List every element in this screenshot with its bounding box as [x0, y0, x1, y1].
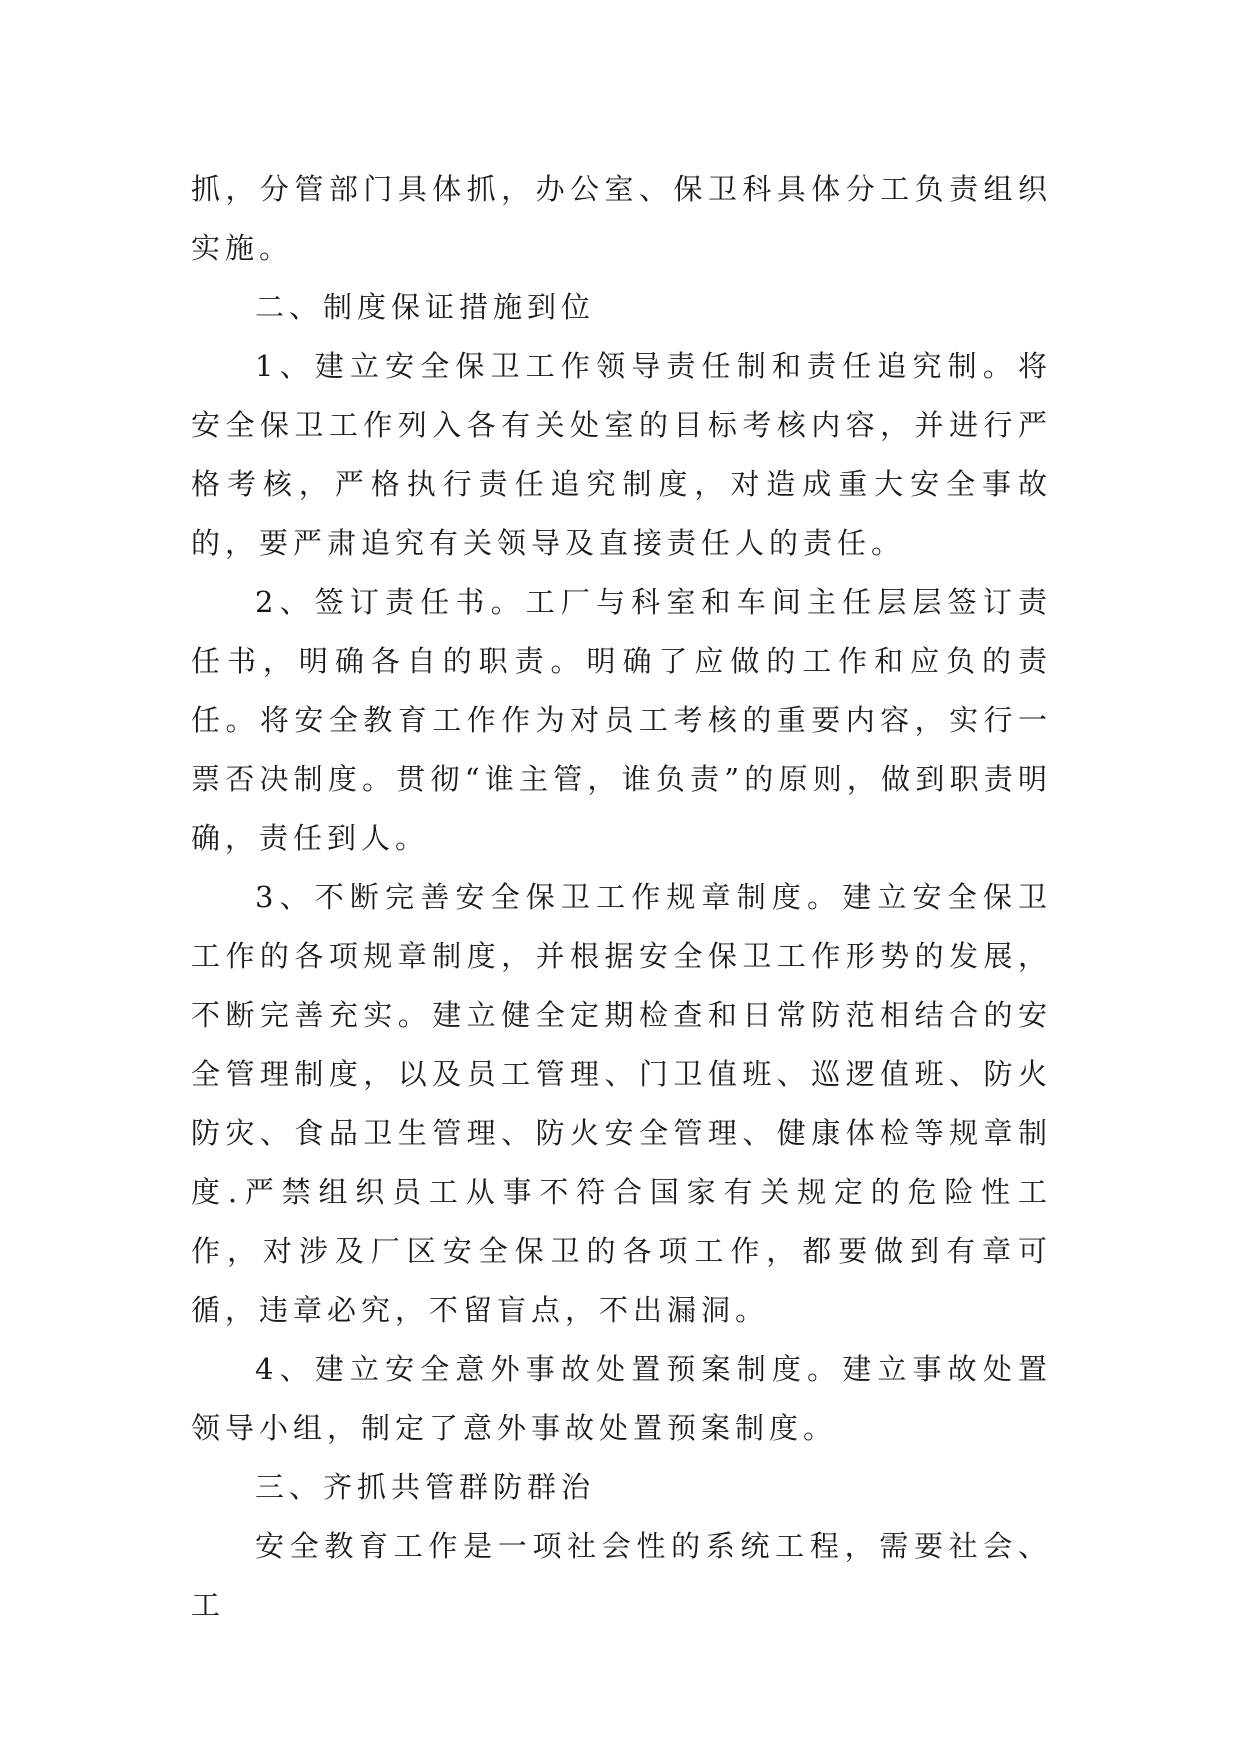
paragraph-item-1: 1、建立安全保卫工作领导责任制和责任追究制。将安全保卫工作列入各有关处室的目标考核内容，并进行严格考核，严格执行责任追究制度，对造成重大安全事故的，要严肃追究有关领导及直接责任人的责任。 [191, 349, 1052, 560]
paragraph-item-4: 4、建立安全意外事故处置预案制度。建立事故处置领导小组，制定了意外事故处置预案制度。 [191, 1352, 1052, 1445]
document-body [191, 160, 1052, 1635]
paragraph-item-2: 2、签订责任书。工厂与科室和车间主任层层签订责任书，明确各自的职责。明确了应做的工作和应负的责任。将安全教育工作作为对员工考核的重要内容，实行一票否决制度。贯彻“谁主管，谁负责”的原则，做到职责明确，责任到人。 [191, 585, 1052, 855]
paragraph-continuation: 抓，分管部门具体抓，办公室、保卫科具体分工负责组织实施。 [191, 172, 1052, 265]
section-heading-2: 二、制度保证措施到位 [255, 290, 596, 324]
section-heading-3: 三、齐抓共管群防群治 [255, 1470, 596, 1504]
paragraph-section-3: 安全教育工作是一项社会性的系统工程，需要社会、工 [191, 1529, 1052, 1622]
paragraph-item-3: 3、不断完善安全保卫工作规章制度。建立安全保卫工作的各项规章制度，并根据安全保卫工作形势的发展，不断完善充实。建立健全定期检查和日常防范相结合的安全管理制度，以及员工管理、门卫值班、巡逻值班、防火防灾、食品卫生管理、防火安全管理、健康体检等规章制度.严禁组织员工从事不符合国家有关规定的危险性工作，对涉及厂区安全保卫的各项工作，都要做到有章可循，违章必究，不留盲点，不出漏洞。 [191, 880, 1052, 1327]
